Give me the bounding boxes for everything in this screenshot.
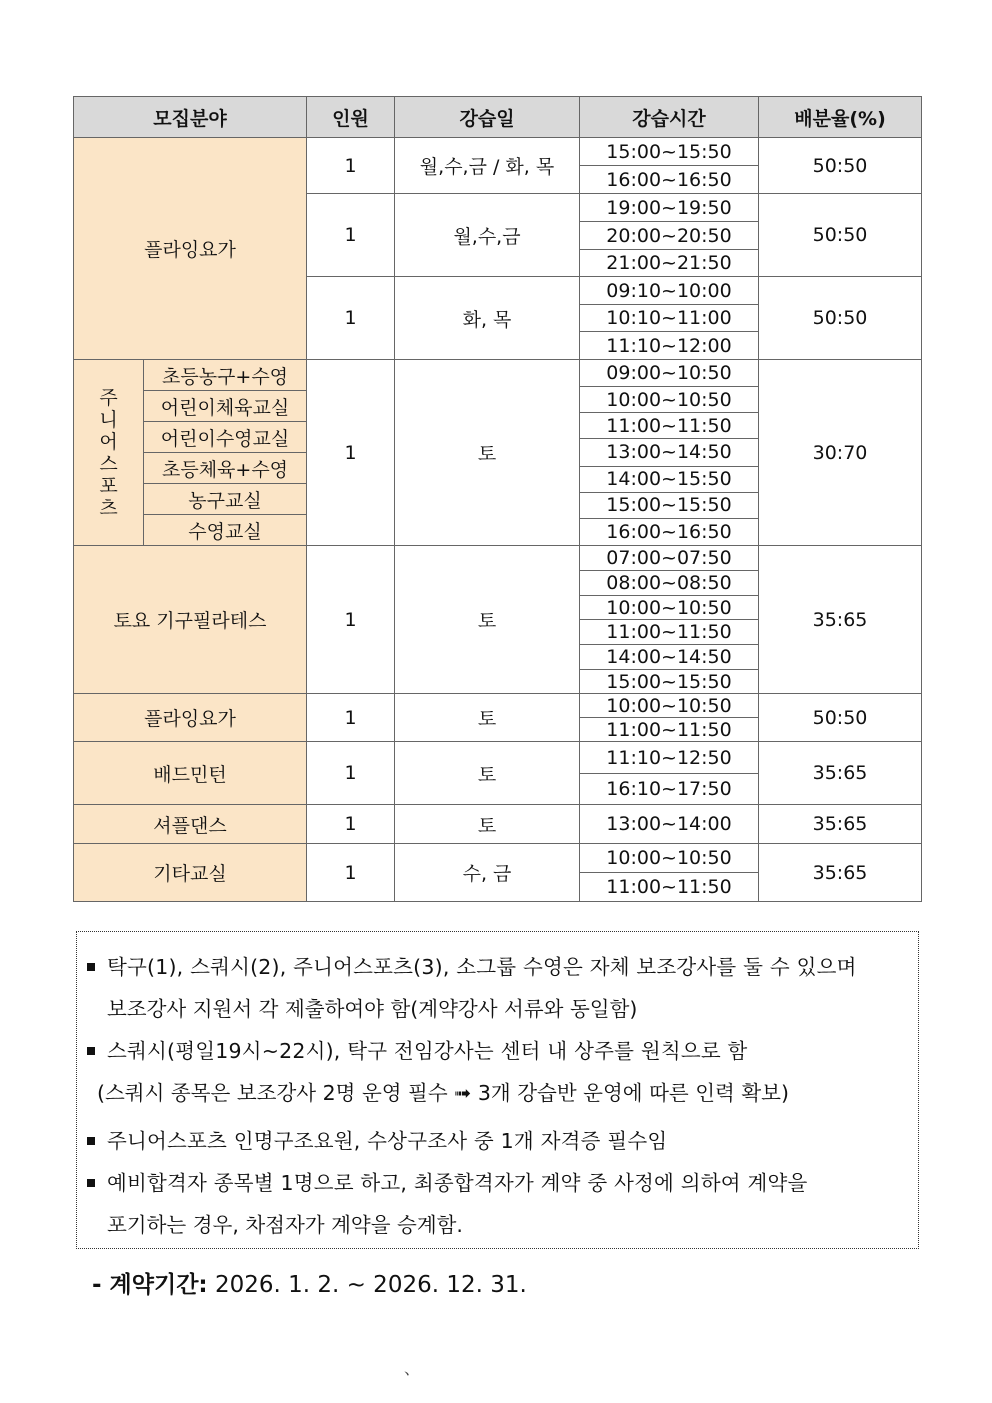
junior-subcategories <box>144 360 307 546</box>
time-cell: 14:00~14:50 <box>580 645 759 670</box>
days-cell: 토 <box>395 694 580 742</box>
junior-char: 주 <box>99 386 118 409</box>
time-cell: 08:00~08:50 <box>580 571 759 596</box>
junior-char: 니 <box>99 408 118 431</box>
ratio-cell: 50:50 <box>759 138 922 194</box>
square-bullet-icon <box>87 1047 95 1055</box>
time-cell: 11:00~11:50 <box>580 718 759 742</box>
days-cell: 토 <box>395 805 580 844</box>
note-text: 예비합격자 종목별 1명으로 하고, 최종합격자가 계약 중 사정에 의하여 계약을 <box>107 1171 808 1195</box>
time-cell: 10:00~10:50 <box>580 694 759 718</box>
header-time: 강습시간 <box>580 97 759 138</box>
time-cell: 14:00~15:50 <box>580 466 759 492</box>
stray-mark: 、 <box>404 1359 421 1378</box>
header-people: 인원 <box>307 97 395 138</box>
square-bullet-icon <box>87 1179 95 1187</box>
days-cell: 화, 목 <box>395 277 580 360</box>
days-cell: 토 <box>395 546 580 694</box>
time-cell: 09:10~10:00 <box>580 277 759 305</box>
note-item <box>85 946 908 988</box>
square-bullet-icon <box>87 963 95 971</box>
contract-dates: 2026. 1. 2. ~ 2026. 12. 31. <box>214 1272 527 1298</box>
junior-char: 츠 <box>99 496 118 519</box>
schedule-table <box>73 96 922 902</box>
ratio-cell: 35:65 <box>759 805 922 844</box>
junior-char: 스 <box>99 452 118 475</box>
time-cell: 15:00~15:50 <box>580 670 759 694</box>
people-cell: 1 <box>307 844 395 902</box>
days-cell: 수, 금 <box>395 844 580 902</box>
days-cell: 월,수,금 / 화, 목 <box>395 138 580 194</box>
note-item <box>85 1030 908 1072</box>
time-cell: 16:10~17:50 <box>580 774 759 805</box>
time-cell: 16:00~16:50 <box>580 518 759 545</box>
time-cell: 10:00~10:50 <box>580 387 759 413</box>
time-cell: 09:00~10:50 <box>580 360 759 387</box>
subcategory: 어린이체육교실 <box>144 391 306 422</box>
people-cell: 1 <box>307 546 395 694</box>
note-item <box>85 1162 908 1204</box>
category-guitar: 기타교실 <box>74 844 307 902</box>
subcategory: 농구교실 <box>144 484 306 515</box>
time-cell: 11:00~11:50 <box>580 620 759 645</box>
category-badminton: 배드민턴 <box>74 742 307 805</box>
time-cell: 15:00~15:50 <box>580 138 759 166</box>
note-item <box>85 1120 908 1162</box>
time-cell: 11:00~11:50 <box>580 413 759 439</box>
header-ratio: 배분율(%) <box>759 97 922 138</box>
time-cell: 21:00~21:50 <box>580 250 759 277</box>
ratio-cell: 50:50 <box>759 194 922 277</box>
time-cell: 11:10~12:00 <box>580 332 759 360</box>
ratio-cell: 35:65 <box>759 844 922 902</box>
ratio-cell: 50:50 <box>759 277 922 360</box>
time-cell: 07:00~07:50 <box>580 546 759 571</box>
time-cell: 10:00~10:50 <box>580 596 759 620</box>
time-cell: 15:00~15:50 <box>580 492 759 518</box>
time-cell: 10:00~10:50 <box>580 844 759 873</box>
ratio-cell: 50:50 <box>759 694 922 742</box>
people-cell: 1 <box>307 277 395 360</box>
time-cell: 20:00~20:50 <box>580 222 759 250</box>
time-cell: 10:10~11:00 <box>580 305 759 332</box>
category-shuffle-dance: 셔플댄스 <box>74 805 307 844</box>
time-cell: 13:00~14:50 <box>580 439 759 466</box>
square-bullet-icon <box>87 1137 95 1145</box>
contract-label: - 계약기간: <box>92 1272 208 1298</box>
people-cell: 1 <box>307 694 395 742</box>
subcategory: 어린이수영교실 <box>144 422 306 453</box>
people-cell: 1 <box>307 360 395 546</box>
subcategory: 초등농구+수영 <box>144 360 306 391</box>
category-pilates: 토요 기구필라테스 <box>74 546 307 694</box>
category-junior-sports <box>74 360 144 546</box>
time-cell: 11:10~12:50 <box>580 742 759 774</box>
category-flying-yoga-sat: 플라잉요가 <box>74 694 307 742</box>
time-cell: 11:00~11:50 <box>580 873 759 902</box>
header-days: 강습일 <box>395 97 580 138</box>
header-field: 모집분야 <box>74 97 307 138</box>
category-flying-yoga: 플라잉요가 <box>74 138 307 360</box>
people-cell: 1 <box>307 194 395 277</box>
people-cell: 1 <box>307 742 395 805</box>
junior-char: 포 <box>99 474 118 497</box>
subcategory: 수영교실 <box>188 520 262 543</box>
note-text: 보조강사 지원서 각 제출하여야 함(계약강사 서류와 동일함) <box>107 997 638 1021</box>
note-text: (스쿼시 종목은 보조강사 2명 운영 필수 ➟ 3개 강습반 운영에 따른 인력 확보) <box>97 1081 789 1105</box>
notes-box <box>76 931 919 1249</box>
people-cell: 1 <box>307 138 395 194</box>
ratio-cell: 30:70 <box>759 360 922 546</box>
note-text: 스쿼시(평일19시~22시), 탁구 전임강사는 센터 내 상주를 원칙으로 함 <box>107 1039 748 1063</box>
subcategory: 초등체육+수영 <box>144 453 306 484</box>
people-cell: 1 <box>307 805 395 844</box>
note-text: 탁구(1), 스쿼시(2), 주니어스포츠(3), 소그룹 수영은 자체 보조강사를 둘 수 있으며 <box>107 955 857 979</box>
ratio-cell: 35:65 <box>759 546 922 694</box>
time-cell: 13:00~14:00 <box>580 805 759 844</box>
contract-period <box>92 1266 527 1299</box>
days-cell: 토 <box>395 742 580 805</box>
time-cell: 19:00~19:50 <box>580 194 759 222</box>
days-cell: 월,수,금 <box>395 194 580 277</box>
time-cell: 16:00~16:50 <box>580 166 759 194</box>
days-cell: 토 <box>395 360 580 546</box>
junior-char: 어 <box>99 430 118 453</box>
note-text: 주니어스포츠 인명구조요원, 수상구조사 중 1개 자격증 필수임 <box>107 1129 668 1153</box>
ratio-cell: 35:65 <box>759 742 922 805</box>
note-text: 포기하는 경우, 차점자가 계약을 승계함. <box>107 1213 463 1237</box>
